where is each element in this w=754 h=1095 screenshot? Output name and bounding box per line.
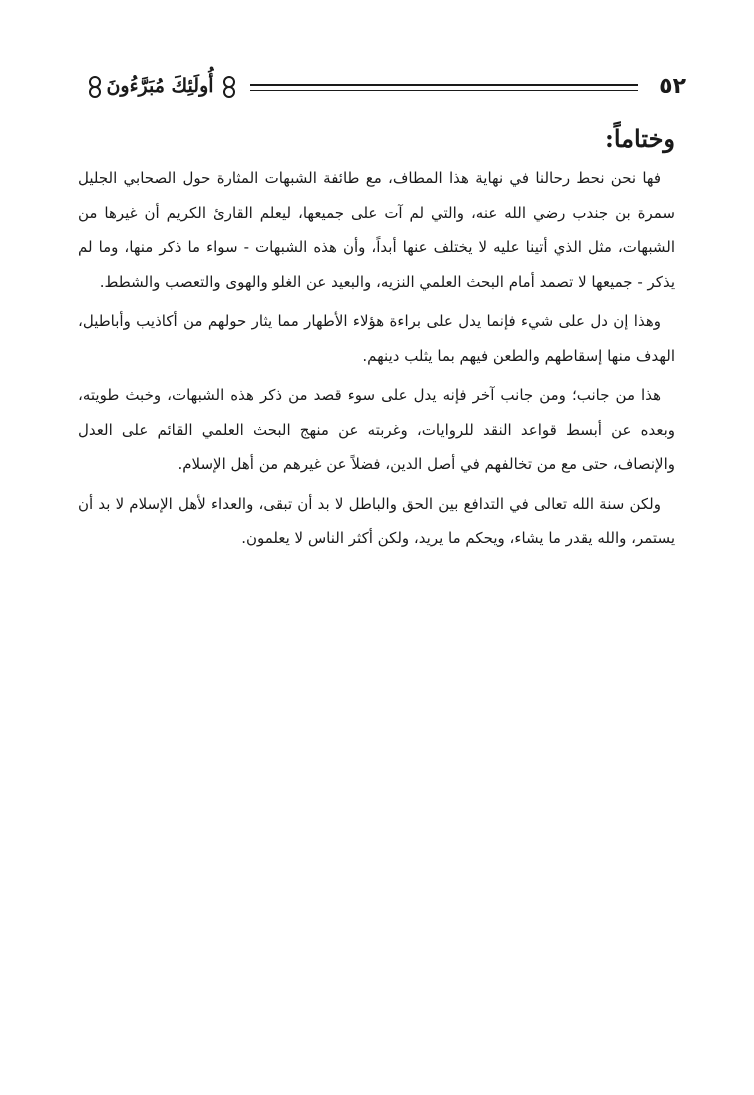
- ornament-left-icon: [86, 75, 100, 97]
- paragraph: وهذا إن دل على شيء فإنما يدل على براءة هؤلاء الأطهار مما يثار حولهم من أكاذيب وأباطيل، الهدف منها إسقاطهم والطعن فيهم بما يثلب دينهم.: [78, 312, 675, 365]
- paragraph: هذا من جانب؛ ومن جانب آخر فإنه يدل على سوء قصد من ذكر هذه الشبهات، وخبث طويته، وبعده عن أبسط قواعد النقد للروايات، وغربته عن منهج البحث العلمي القائم على العدل والإنصاف، حتى مع من تخالفهم في أصل الدين، فضلاً عن غيرهم من أهل الإسلام.: [78, 386, 675, 473]
- book-title: أُولَئِكَ مُبَرَّءُونَ: [106, 75, 214, 97]
- header-rule-thick: [250, 84, 638, 86]
- ornament-right-icon: [220, 75, 234, 97]
- section-heading: وختاماً:: [604, 124, 675, 153]
- page-body: [78, 118, 675, 561]
- page-number: ٥٢: [659, 74, 686, 99]
- paragraph: فها نحن نحط رحالنا في نهاية هذا المطاف، مع طائفة الشبهات المثارة حول الصحابي الجليل سمرة بن جندب رضي الله عنه، والتي لم آت على جميعها، ليعلم القارئ الكريم أن غيرها من الشبهات، مثل الذي أتينا عليه لا يختلف عنها أبداً، وأن هذه الشبهات - سواء ما ذكر منها، وما لم يذكر - جميعها لا تصمد أمام البحث العلمي النزيه، والبعيد عن الغلو والهوى والتعصب والشطط.: [78, 169, 675, 291]
- paragraph: ولكن سنة الله تعالى في التدافع بين الحق والباطل لا بد أن تبقى، والعداء لأهل الإسلام لا بد أن يستمر، والله يقدر ما يشاء، ويحكم ما يريد، ولكن أكثر الناس لا يعلمون.: [78, 494, 675, 547]
- running-title: [74, 68, 246, 104]
- page-header: [74, 68, 686, 108]
- header-rule-thin: [250, 90, 638, 91]
